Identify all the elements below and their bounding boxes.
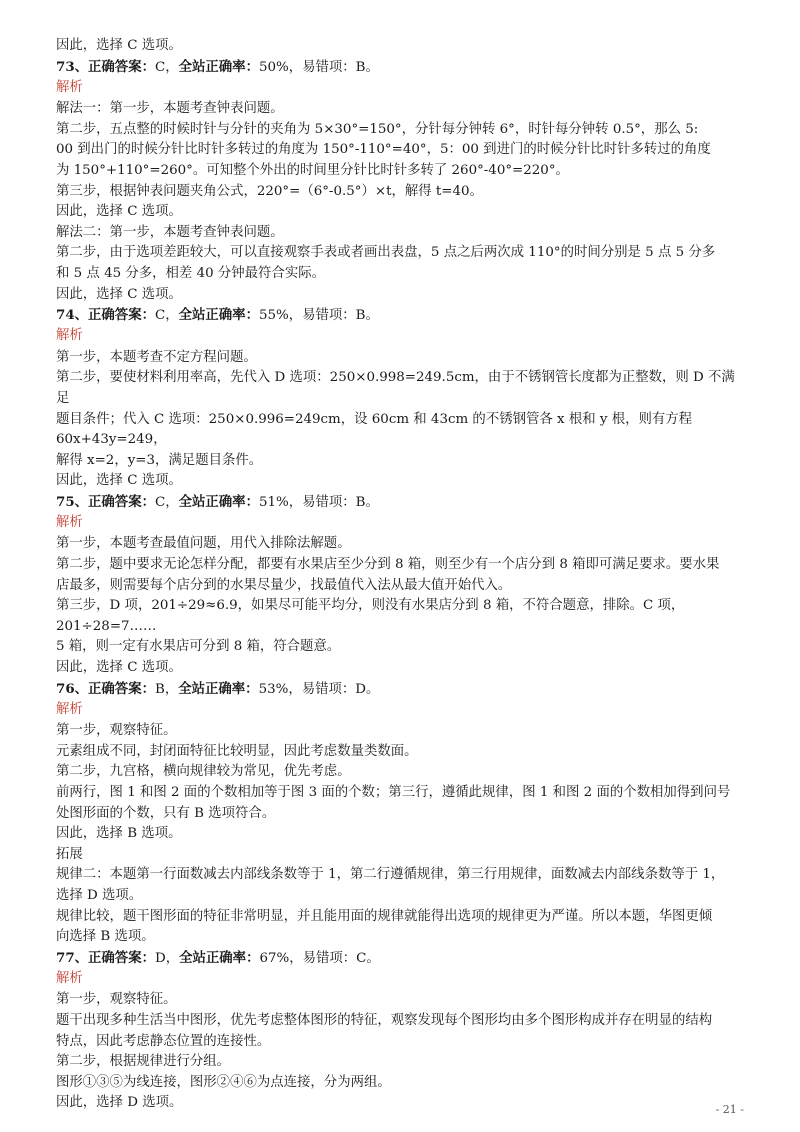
section-label: 解析 bbox=[56, 328, 83, 344]
section-label: 解析 bbox=[56, 514, 83, 530]
paragraph-line: 因此，选择 C 选项。 bbox=[56, 660, 182, 676]
paragraph-line: 处图形面的个数，只有 B 选项符合。 bbox=[56, 805, 276, 821]
paragraph-line: 因此，选择 C 选项。 bbox=[56, 473, 182, 489]
paragraph-line: 第一步，观察特征。 bbox=[56, 723, 177, 739]
heading-label: 全站正确率： bbox=[178, 493, 259, 510]
heading-value: C， bbox=[154, 494, 179, 510]
answer-heading bbox=[56, 679, 746, 700]
heading-value: 53%，易错项：D。 bbox=[258, 681, 380, 697]
heading-label: 全站正确率： bbox=[178, 58, 259, 75]
heading-label: 73、正确答案： bbox=[56, 58, 155, 75]
paragraph-line: 第三步，D 项，201÷29≈6.9，如果尽可能平均分，则没有水果店分到 8 箱，不符合题意，排除。C 项，201÷28=7…… bbox=[56, 598, 685, 634]
paragraph-line: 第一步，本题考查不定方程问题。 bbox=[56, 349, 257, 365]
paragraph-line: 第二步，要使材料利用率高，先代入 D 选项：250×0.998=249.5cm，由于不锈钢管长度都为正整数，则 D 不满足 bbox=[56, 370, 735, 406]
paragraph-line: 第一步，观察特征。 bbox=[56, 992, 177, 1008]
paragraph-line: 题目条件；代入 C 选项：250×0.996=249cm，设 60cm 和 43cm 的不锈钢管各 x 根和 y 根，则有方程 60x+43y=249， bbox=[56, 411, 693, 448]
paragraph-line: 题干出现多种生活当中图形，优先考虑整体图形的特征，观察发现每个图形均由多个图形构成并存在明显的结构 bbox=[56, 1012, 713, 1028]
paragraph-line: 第一步，本题考查最值问题，用代入排除法解题。 bbox=[56, 536, 351, 552]
paragraph-line: 因此，选择 C 选项。 bbox=[56, 38, 182, 53]
paragraph-line: 店最多，则需要每个店分到的水果尽量少，找最值代入法从最大值开始代入。 bbox=[56, 577, 512, 593]
heading-value: 67%，易错项：C。 bbox=[259, 950, 380, 966]
paragraph-line: 向选择 B 选项。 bbox=[56, 929, 155, 945]
answer-heading bbox=[56, 492, 746, 513]
paragraph-line: 解法二：第一步，本题考查钟表问题。 bbox=[56, 224, 284, 240]
page-number: - 21 - bbox=[715, 1103, 744, 1116]
heading-label: 77、正确答案： bbox=[56, 949, 155, 966]
paragraph-line: 00 到出门的时候分针比时针多转过的角度为 150°-110°=40°，5：00 到进门的时候分针比时针多转过的角度 bbox=[56, 142, 711, 158]
paragraph-line: 第二步，由于选项差距较大，可以直接观察手表或者画出表盘，5 点之后两次成 110°的时间分别是 5 点 5 分多 bbox=[56, 245, 716, 261]
heading-value: B， bbox=[154, 681, 179, 697]
paragraph-line: 图形①③⑤为线连接，图形②④⑥为点连接，分为两组。 bbox=[56, 1074, 391, 1090]
paragraph-line: 为 150°+110°=260°。可知整个外出的时间里分针比时针多转了 260°-40°=220°。 bbox=[56, 162, 569, 178]
paragraph-line: 第二步，根据规律进行分组。 bbox=[56, 1054, 231, 1070]
paragraph-line: 解法一：第一步，本题考查钟表问题。 bbox=[56, 101, 284, 117]
answer-heading bbox=[56, 948, 746, 969]
paragraph-line: 第二步，题中要求无论怎样分配，都要有水果店至少分到 8 箱，则至少有一个店分到 8 箱即可满足要求。要水果 bbox=[56, 557, 720, 573]
heading-value: C， bbox=[154, 308, 179, 324]
section-label: 解析 bbox=[56, 701, 83, 717]
paragraph-line: 第二步，九宫格，横向规律较为常见，优先考虑。 bbox=[56, 764, 351, 780]
heading-value: 55%，易错项：B。 bbox=[258, 308, 379, 324]
heading-label: 全站正确率： bbox=[178, 680, 259, 697]
paragraph-line: 规律二：本题第一行面数减去内部线条数等于 1，第二行遵循规律，第三行用规律，面数减去内部线条数等于 1， bbox=[56, 867, 725, 883]
extension-label: 拓展 bbox=[56, 846, 83, 862]
heading-value: 50%，易错项：B。 bbox=[258, 59, 379, 75]
heading-label: 75、正确答案： bbox=[56, 493, 155, 510]
paragraph-line: 因此，选择 C 选项。 bbox=[56, 286, 182, 302]
paragraph-line: 因此，选择 B 选项。 bbox=[56, 826, 182, 842]
section-label: 解析 bbox=[56, 79, 83, 95]
heading-label: 全站正确率： bbox=[179, 949, 260, 966]
document-body bbox=[56, 36, 746, 1114]
paragraph-line: 解得 x=2，y=3，满足题目条件。 bbox=[56, 452, 263, 468]
heading-label: 76、正确答案： bbox=[56, 680, 155, 697]
heading-label: 全站正确率： bbox=[178, 307, 259, 324]
paragraph-line: 选择 D 选项。 bbox=[56, 887, 143, 903]
paragraph-line: 因此，选择 C 选项。 bbox=[56, 204, 182, 220]
paragraph-line: 特点，因此考虑静态位置的连接性。 bbox=[56, 1033, 271, 1049]
heading-value: D， bbox=[154, 950, 180, 966]
paragraph-line: 前两行，图 1 和图 2 面的个数相加等于图 3 面的个数；第三行，遵循此规律，图 1 和图 2 面的个数相加得到问号 bbox=[56, 785, 731, 800]
paragraph-line: 5 箱，则一定有水果店可分到 8 箱，符合题意。 bbox=[56, 639, 341, 655]
paragraph-line: 和 5 点 45 分多，相差 40 分钟最符合实际。 bbox=[56, 265, 325, 281]
answer-heading bbox=[56, 305, 746, 326]
paragraph-line: 第三步，根据钟表问题夹角公式，220°=（6°-0.5°）×t，解得 t=40。 bbox=[56, 183, 483, 199]
section-label: 解析 bbox=[56, 970, 83, 986]
paragraph-line: 因此，选择 D 选项。 bbox=[56, 1095, 183, 1111]
heading-value: 51%，易错项：B。 bbox=[258, 494, 379, 510]
heading-value: C， bbox=[154, 59, 179, 75]
paragraph-line: 元素组成不同，封闭面特征比较明显，因此考虑数量类数面。 bbox=[56, 743, 418, 759]
heading-label: 74、正确答案： bbox=[56, 307, 155, 324]
paragraph-line: 规律比较，题干图形面的特征非常明显，并且能用面的规律就能得出选项的规律更为严谨。所以本题，华图更倾 bbox=[56, 908, 713, 924]
answer-heading bbox=[56, 57, 746, 78]
paragraph-line: 第二步，五点整的时候时针与分针的夹角为 5×30°=150°，分针每分钟转 6°，时针每分钟转 0.5°，那么 5: bbox=[56, 121, 699, 137]
